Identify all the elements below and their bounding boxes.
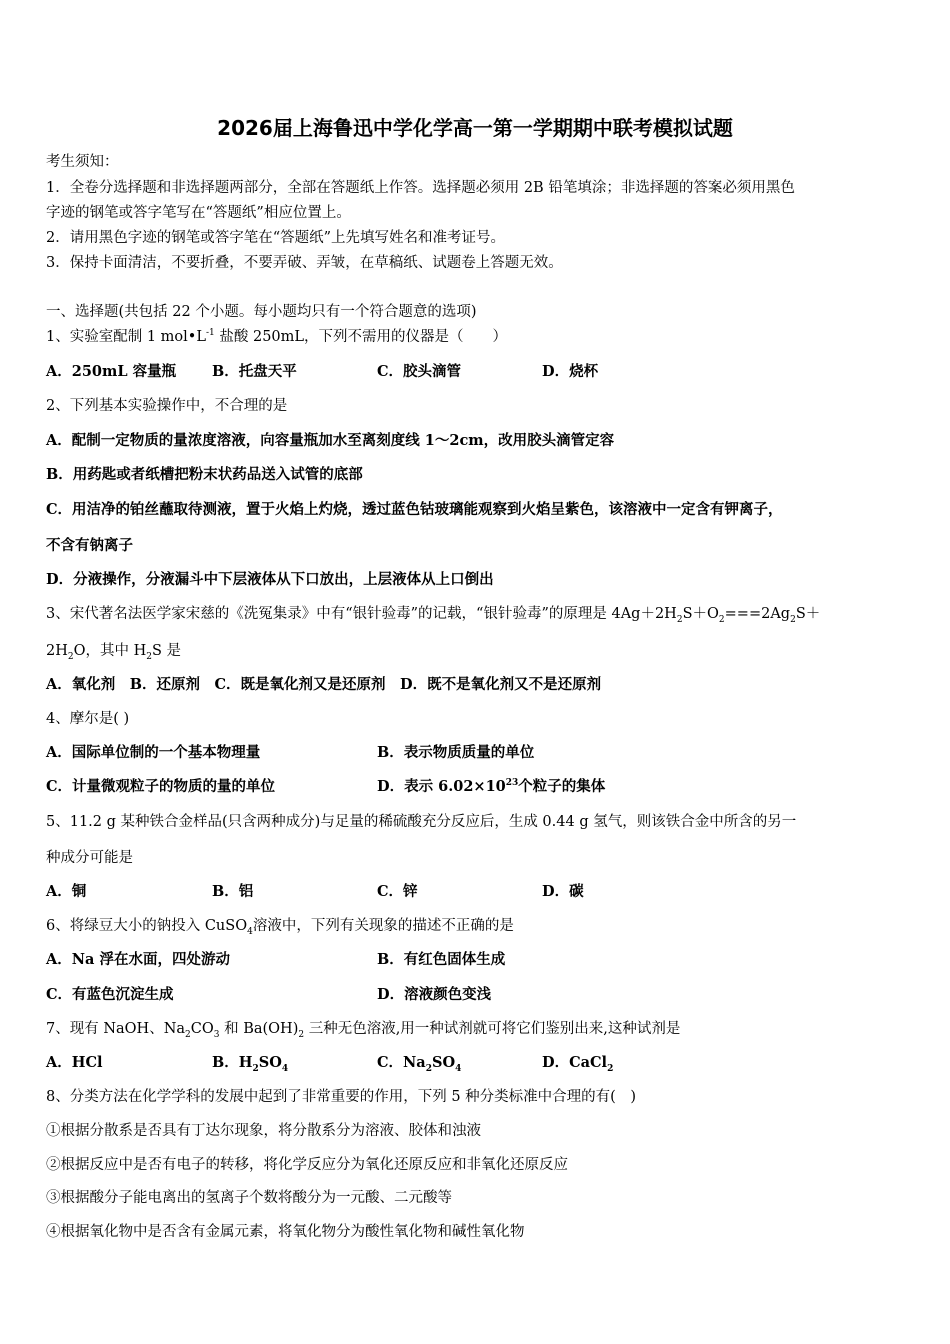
q1-option-a: A．250mL 容量瓶: [46, 363, 177, 380]
question-3-stem: [46, 604, 820, 624]
q3-stem1-b: S＋O: [682, 606, 719, 622]
question-5-stem-cont: 种成分可能是: [46, 850, 133, 866]
q7-b-a: B．H: [212, 1054, 253, 1071]
q7-option-a: A．HCl: [46, 1054, 103, 1071]
q7-option-c: [377, 1053, 461, 1073]
q7-sub: 4: [281, 1063, 289, 1074]
q5-option-a: A．铜: [46, 883, 87, 900]
q6-sub: 4: [247, 926, 253, 937]
question-7-stem: [46, 1019, 680, 1039]
q7-sub: 3: [213, 1029, 220, 1040]
q6-stem-b: 溶液中，下列有关现象的描述不正确的是: [252, 918, 514, 934]
question-3-stem-cont: [46, 641, 181, 661]
q1-option-b: B．托盘天平: [212, 363, 297, 380]
q3-sub: 2: [67, 651, 74, 662]
q6-option-d: D．溶液颜色变浅: [377, 986, 492, 1003]
q7-sub: 2: [425, 1063, 432, 1074]
section-heading: 一、选择题(共包括 22 个小题。每小题均只有一个符合题意的选项): [46, 304, 477, 320]
q6-stem-a: 6、将绿豆大小的钠投入 CuSO: [46, 918, 248, 934]
q4-option-d-a: D．表示 6.02×10: [377, 778, 506, 795]
q2-option-c: C．用洁净的铂丝蘸取待测液，置于火焰上灼烧，透过蓝色钴玻璃能观察到火焰呈紫色，该溶液中一定含有钾离子，: [46, 501, 783, 518]
q3-stem2-b: O，其中 H: [73, 643, 147, 659]
q7-stem-d: 三种无色溶液,用一种试剂就可将它们鉴别出来,这种试剂是: [304, 1021, 681, 1037]
q4-option-d: [377, 777, 605, 797]
q7-sub: 2: [607, 1063, 614, 1074]
q6-option-a: A．Na 浮在水面，四处游动: [46, 951, 230, 968]
q7-b-b: SO: [258, 1054, 282, 1071]
q1-option-c: C．胶头滴管: [377, 363, 462, 380]
q3-stem1-d: S＋: [795, 606, 821, 622]
q1-stem-a: 1、实验室配制 1 mol•L: [46, 329, 206, 345]
q1-stem-b: 盐酸 250mL，下列不需用的仪器是（ ）: [214, 329, 508, 345]
q4-option-d-sup: 23: [505, 778, 519, 789]
q4-option-b: B．表示物质质量的单位: [377, 744, 535, 761]
q7-d-a: D．CaCl: [542, 1054, 608, 1071]
notice-line: 字迹的钢笔或答字笔写在“答题纸”相应位置上。: [46, 205, 351, 221]
q7-stem-a: 7、现有 NaOH、Na: [46, 1021, 186, 1037]
q7-sub: 4: [455, 1063, 462, 1074]
q6-option-b: B．有红色固体生成: [377, 951, 506, 968]
q8-item: ④根据氧化物中是否含有金属元素，将氧化物分为酸性氧化物和碱性氧化物: [46, 1224, 525, 1240]
q7-sub: 2: [298, 1029, 305, 1040]
q5-option-d: D．碳: [542, 883, 584, 900]
question-2-stem: 2、下列基本实验操作中，不合理的是: [46, 398, 288, 414]
q8-item: ②根据反应中是否有电子的转移，将化学反应分为氧化还原反应和非氧化还原反应: [46, 1157, 568, 1173]
q7-c-b: SO: [431, 1054, 456, 1071]
q7-stem-b: CO: [190, 1021, 214, 1037]
q4-option-a: A．国际单位制的一个基本物理量: [46, 744, 261, 761]
q6-option-c: C．有蓝色沉淀生成: [46, 986, 174, 1003]
q5-option-c: C．锌: [377, 883, 418, 900]
q4-option-c: C．计量微观粒子的物质的量的单位: [46, 778, 276, 795]
q3-sub: 2: [676, 614, 683, 625]
q8-item: ①根据分散系是否具有丁达尔现象，将分散系分为溶液、胶体和浊液: [46, 1123, 481, 1139]
q7-c-a: C．Na: [377, 1054, 426, 1071]
notice-line: 2．请用黑色字迹的钢笔或答字笔在“答题纸”上先填写姓名和准考证号。: [46, 230, 506, 246]
q3-sub: 2: [718, 614, 725, 625]
q3-options: A．氧化剂 B．还原剂 C．既是氧化剂又是还原剂 D．既不是氧化剂又不是还原剂: [46, 676, 602, 693]
q7-sub: 2: [185, 1029, 191, 1040]
q7-sub: 2: [252, 1063, 259, 1074]
q8-item: ③根据酸分子能电离出的氢离子个数将酸分为一元酸、二元酸等: [46, 1190, 452, 1206]
q2-option-d: D．分液操作，分液漏斗中下层液体从下口放出，上层液体从上口倒出: [46, 571, 494, 588]
question-6-stem: [46, 916, 514, 936]
q7-option-b: [212, 1053, 288, 1073]
q3-sub: 2: [790, 614, 796, 625]
q3-stem1-a: 3、宋代著名法医学家宋慈的《洗冤集录》中有“银针验毒”的记载，“银针验毒”的原理是 4Ag＋2H: [46, 606, 677, 622]
q7-stem-c: 和 Ba(OH): [219, 1021, 299, 1037]
question-4-stem: 4、摩尔是( ): [46, 711, 130, 727]
q3-stem1-c: ===2Ag: [724, 606, 791, 622]
page-title: 2026届上海鲁迅中学化学高一第一学期期中联考模拟试题: [217, 116, 733, 140]
q2-option-b: B．用药匙或者纸槽把粉末状药品送入试管的底部: [46, 466, 363, 483]
notice-line: 1．全卷分选择题和非选择题两部分，全部在答题纸上作答。选择题必须用 2B 铅笔填涂；非选择题的答案必须用黑色: [46, 180, 795, 196]
q5-option-b: B．铝: [212, 883, 254, 900]
notice-line: 3．保持卡面清洁，不要折叠，不要弄破、弄皱，在草稿纸、试题卷上答题无效。: [46, 255, 563, 271]
q2-option-c-cont: 不含有钠离子: [46, 537, 133, 554]
question-1-stem: [46, 327, 507, 347]
q3-sub: 2: [146, 651, 152, 662]
q3-stem2-c: S 是: [152, 643, 182, 659]
q7-option-d: [542, 1053, 613, 1073]
notice-heading: 考生须知：: [46, 154, 119, 170]
q3-stem2-a: 2H: [46, 643, 68, 659]
question-5-stem: 5、11.2 g 某种铁合金样品(只含两种成分)与足量的稀硫酸充分反应后，生成 0.44 g 氢气，则该铁合金中所含的另一: [46, 814, 797, 830]
question-8-stem: 8、分类方法在化学学科的发展中起到了非常重要的作用，下列 5 种分类标准中合理的有( ): [46, 1089, 636, 1105]
q2-option-a: A．配制一定物质的量浓度溶液，向容量瓶加水至离刻度线 1～2cm，改用胶头滴管定容: [46, 432, 615, 449]
q1-option-d: D．烧杯: [542, 363, 599, 380]
q1-stem-sup: -1: [205, 328, 215, 339]
q4-option-d-b: 个粒子的集体: [518, 778, 606, 795]
